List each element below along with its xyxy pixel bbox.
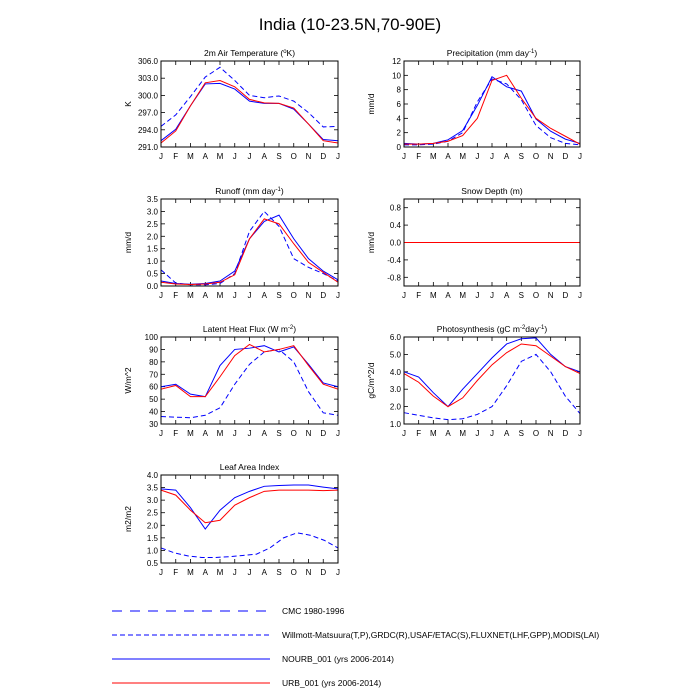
x-tick-label: J [336,429,340,438]
legend-label: NOURB_001 (yrs 2006-2014) [282,654,394,664]
x-tick-label: O [290,152,297,161]
plot-frame [161,61,338,147]
y-tick-label: 2.0 [146,232,158,242]
x-tick-label: J [247,291,252,300]
panel-lhf [123,324,340,438]
y-axis-label: W/m^2 [123,367,133,394]
x-tick-label: A [445,429,451,438]
x-tick-label: J [159,152,163,161]
x-tick-label: J [159,429,163,438]
x-tick-label: A [202,152,208,161]
x-tick-label: M [429,291,437,300]
y-tick-label: 297.0 [137,108,158,118]
x-tick-label: J [232,429,237,438]
panel-title-superscript: -1 [529,49,535,55]
x-tick-label: O [290,568,297,577]
x-tick-label: M [459,429,467,438]
legend-entry [112,654,394,664]
x-tick-label: A [202,291,208,300]
legend-entry [112,630,599,640]
y-tick-label: 1.0 [146,257,158,267]
series-line [161,490,338,523]
y-tick-label: 4.0 [146,471,158,480]
panel-title-text: 2m Air Temperature ( [203,48,284,58]
y-tick-label: 1.5 [146,533,158,543]
x-tick-label: J [475,291,480,300]
panel-title [461,186,523,196]
x-tick-label: A [202,568,208,577]
x-tick-label: F [173,152,179,161]
x-tick-label: O [532,152,540,161]
y-tick-label: 3.0 [389,385,401,395]
y-axis-label: mm/d [123,231,133,254]
panel-title-text: Photosynthesis (gC m [436,324,520,334]
x-tick-label: A [503,291,510,300]
plot-frame [404,61,580,147]
series-line [161,344,338,396]
y-tick-label: 2.5 [146,508,158,518]
series-line [161,211,338,284]
x-tick-label: F [416,429,422,438]
panel-title [215,186,284,196]
series-line [161,83,338,140]
y-tick-label: 80 [149,357,158,367]
x-tick-label: F [416,152,422,161]
x-tick-label: M [459,291,467,300]
y-tick-label: 10 [392,71,401,81]
x-tick-label: S [518,291,525,300]
x-tick-label: D [320,152,327,161]
x-tick-label: M [459,152,467,161]
series-line [404,75,580,144]
y-tick-label: 6.0 [389,333,401,342]
panel-title-text: ) [293,324,297,334]
y-tick-label: 0 [396,143,401,152]
y-tick-label: 0.8 [389,203,401,213]
y-tick-label: 8 [396,85,401,95]
x-tick-label: O [532,429,540,438]
x-tick-label: J [578,152,582,161]
x-tick-label: F [173,568,179,577]
figure-title: India (10-23.5N,70-90E) [258,15,442,34]
panel-title-text: Runoff (mm day [215,186,276,196]
y-axis-label: gC/m^2/d [366,362,376,399]
x-tick-label: S [276,429,282,438]
panel-title-text: ) [280,186,284,196]
x-tick-label: S [276,291,282,300]
series-line [161,67,338,127]
y-tick-label: 0.0 [146,282,158,291]
y-tick-label: -0.4 [387,255,401,265]
x-tick-label: M [187,152,194,161]
y-tick-label: 2.0 [389,402,401,412]
y-tick-label: 3.0 [146,496,158,506]
panel-title [220,462,280,472]
x-tick-label: J [336,152,340,161]
y-tick-label: 60 [149,382,158,392]
x-tick-label: S [518,152,525,161]
x-tick-label: N [547,429,554,438]
legend [112,606,599,688]
y-tick-label: 40 [149,407,158,417]
y-tick-label: 2 [396,128,401,138]
plot-frame [161,199,338,286]
panel-title-text: Leaf Area Index [219,462,280,472]
x-tick-label: A [261,568,267,577]
y-tick-label: -0.8 [387,273,401,283]
x-tick-label: A [503,152,510,161]
y-tick-label: 3.0 [146,207,158,217]
panels [123,48,582,577]
x-tick-label: F [416,291,422,300]
x-tick-label: J [247,429,252,438]
y-tick-label: 0.5 [146,559,158,568]
y-tick-label: 90 [149,345,158,355]
x-tick-label: M [216,429,224,438]
x-tick-label: M [187,568,194,577]
panel-tsa [123,48,340,161]
x-tick-label: J [232,291,237,300]
series-line [404,344,580,407]
y-tick-label: 3.5 [146,483,158,493]
panel-title-superscript: o [283,49,287,55]
x-tick-label: A [202,429,208,438]
panel-title-text: ) [534,48,538,58]
x-tick-label: M [216,568,224,577]
x-tick-label: O [290,429,297,438]
x-tick-label: J [475,429,480,438]
series-line [404,338,580,407]
x-tick-label: D [562,152,569,161]
x-tick-label: M [187,429,194,438]
x-tick-label: J [402,291,406,300]
x-tick-label: A [503,429,510,438]
x-tick-label: N [547,291,554,300]
x-tick-label: D [320,429,327,438]
panel-lai [123,462,340,577]
x-tick-label: J [490,291,494,300]
x-tick-label: J [475,152,480,161]
y-tick-label: 2.0 [146,521,158,531]
x-tick-label: D [320,568,327,577]
series-line [161,346,338,397]
panel-title-text: K) [286,48,296,58]
x-tick-label: M [187,291,194,300]
x-tick-label: S [276,152,282,161]
y-tick-label: 2.5 [146,219,158,229]
panel-title-text: Latent Heat Flux (W m [202,324,288,334]
y-axis-label: m2/m2 [123,506,133,532]
x-tick-label: N [305,568,312,577]
panel-title [204,48,295,58]
x-tick-label: N [305,429,312,438]
series-line [161,349,338,417]
panel-title-superscript: -1 [539,325,545,331]
x-tick-label: A [261,429,267,438]
x-tick-label: S [518,429,525,438]
panel-prec [366,48,582,161]
x-tick-label: S [276,568,282,577]
y-axis-label: K [123,101,133,107]
series-line [161,533,338,558]
y-tick-label: 4 [396,114,401,124]
panel-title [437,324,548,334]
y-tick-label: 1.0 [146,546,158,556]
x-tick-label: M [216,291,224,300]
panel-title-superscript: -2 [287,325,294,331]
panel-title-text: day [525,324,540,334]
y-tick-label: 300.0 [137,91,158,101]
series-line [404,79,580,145]
x-tick-label: J [336,291,340,300]
y-tick-label: 70 [149,370,158,380]
x-tick-label: J [247,568,252,577]
y-tick-label: 50 [149,395,158,405]
panel-title-text: ) [544,324,548,334]
x-tick-label: J [336,568,340,577]
y-axis-label: mm/d [366,93,376,115]
x-tick-label: N [547,152,554,161]
x-tick-label: M [216,152,224,161]
series-line [161,219,338,285]
x-tick-label: D [320,291,327,300]
x-tick-label: J [402,429,406,438]
plot-frame [404,337,580,424]
plot-frame [161,337,338,424]
y-tick-label: 294.0 [137,125,158,135]
y-tick-label: 0.0 [389,238,401,248]
y-tick-label: 30 [149,420,158,429]
y-tick-label: 291.0 [137,143,158,152]
legend-label: Willmott-Matsuura(T,P),GRDC(R),USAF/ETAC(S),FLUXNET(LHF,GPP),MODIS(LAI) [282,630,600,640]
x-tick-label: A [445,152,451,161]
x-tick-label: M [429,152,437,161]
series-line [404,77,580,144]
legend-label: URB_001 (yrs 2006-2014) [282,678,382,688]
x-tick-label: M [429,429,437,438]
y-tick-label: 1.0 [389,420,401,429]
x-tick-label: F [173,429,179,438]
x-tick-label: A [261,291,267,300]
x-tick-label: A [445,291,451,300]
y-tick-label: 12 [392,57,401,66]
y-tick-label: 303.0 [137,74,158,84]
panel-title-text: Snow Depth (m) [461,186,523,196]
panel-title-superscript: -2 [519,325,526,331]
x-tick-label: J [402,152,406,161]
y-tick-label: 5.0 [389,350,401,360]
x-tick-label: J [578,429,582,438]
y-tick-label: 1.5 [146,244,158,254]
y-tick-label: 100 [144,333,158,342]
x-tick-label: J [578,291,582,300]
y-tick-label: 0.5 [146,269,158,279]
y-tick-label: 4.0 [389,367,401,377]
panel-title-text: Precipitation (mm day [446,48,530,58]
x-tick-label: J [247,152,252,161]
series-line [404,354,580,419]
panel-title [447,48,538,58]
y-tick-label: 0.4 [389,221,401,231]
legend-entry [112,678,381,688]
plot-frame [161,475,338,563]
y-axis-label: mm/d [366,231,376,254]
panel-gpp [366,324,582,438]
x-tick-label: O [290,291,297,300]
y-tick-label: 306.0 [137,57,158,66]
x-tick-label: J [159,291,163,300]
legend-entry [112,606,345,616]
x-tick-label: A [261,152,267,161]
y-tick-label: 3.5 [146,195,158,204]
x-tick-label: J [159,568,163,577]
panel-title-superscript: -1 [275,187,281,193]
x-tick-label: D [562,429,569,438]
x-tick-label: F [173,291,179,300]
x-tick-label: D [562,291,569,300]
y-tick-label: 6 [396,100,401,109]
panel-title [203,324,296,334]
panel-runoff [123,186,340,300]
legend-label: CMC 1980-1996 [282,606,345,616]
x-tick-label: J [232,568,237,577]
x-tick-label: J [490,429,494,438]
x-tick-label: J [232,152,237,161]
x-tick-label: N [305,152,312,161]
series-line [161,215,338,284]
series-line [161,80,338,143]
x-tick-label: J [490,152,494,161]
panel-snow [366,186,582,300]
x-tick-label: N [305,291,312,300]
x-tick-label: O [532,291,540,300]
